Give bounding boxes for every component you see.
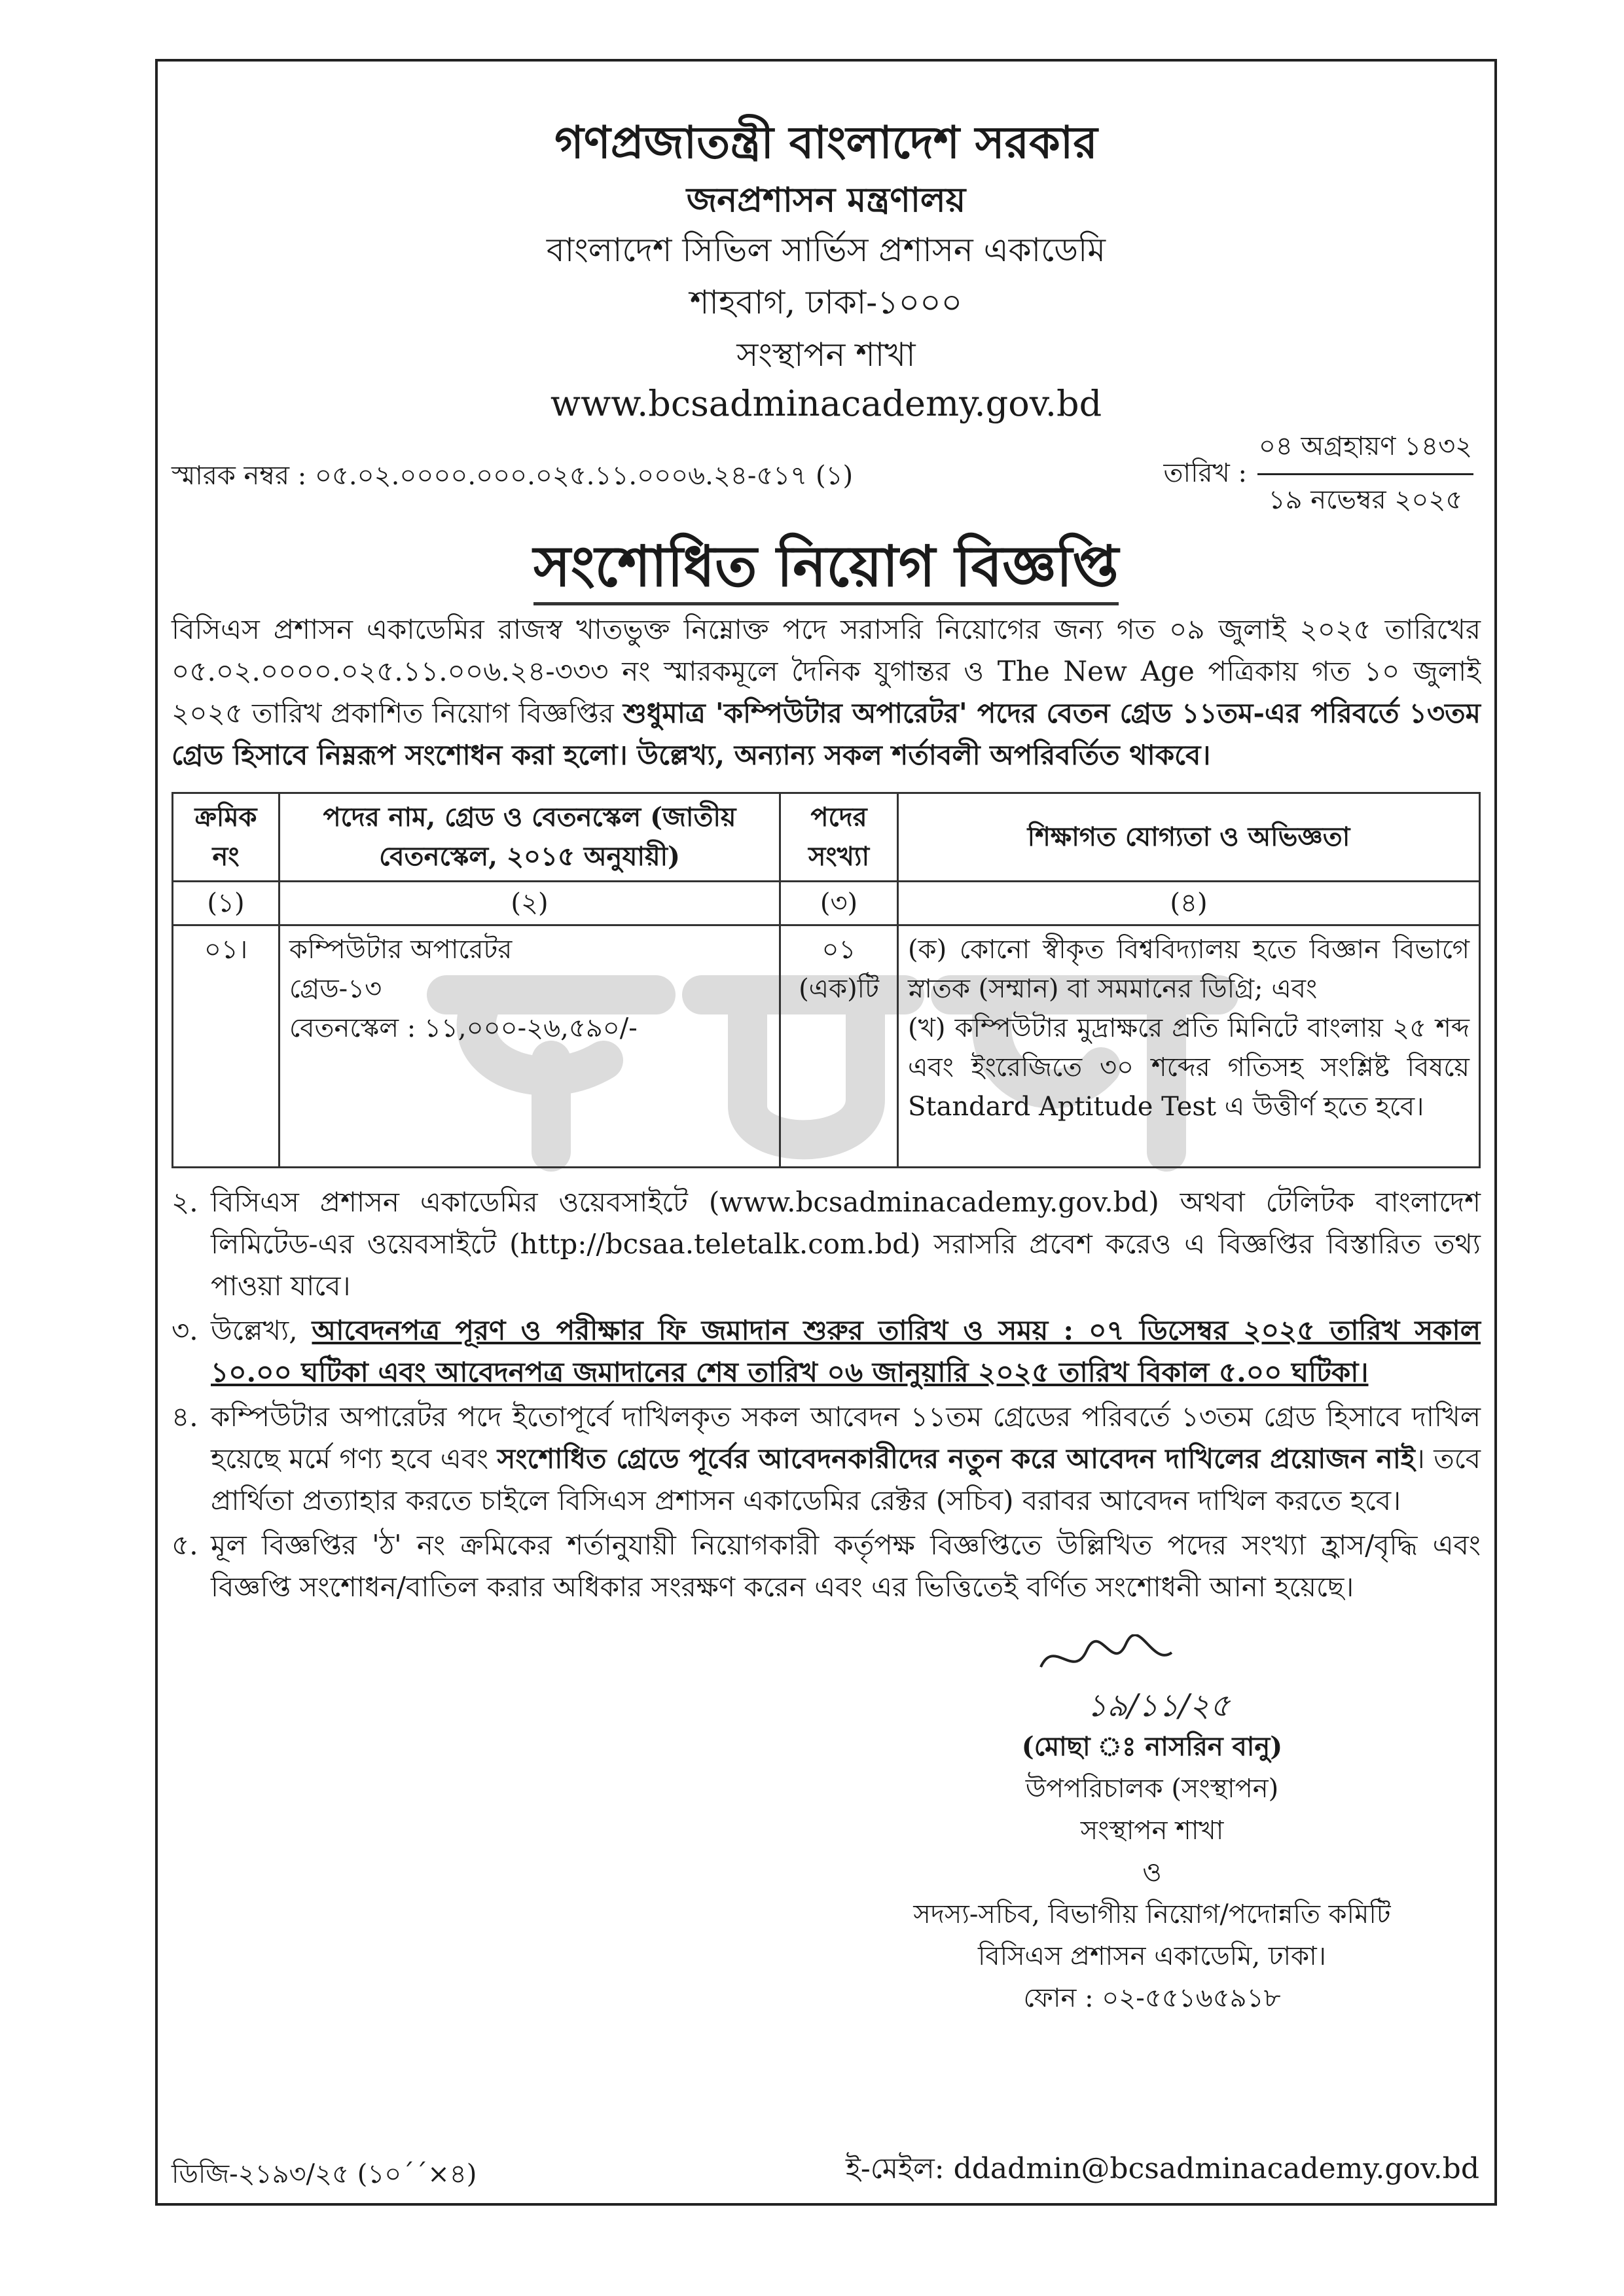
website-link[interactable]: www.bcsadminacademy.gov.bd: [550, 383, 1102, 424]
branch-name: সংস্থাপন শাখা: [736, 336, 916, 374]
list-item: [171, 1396, 1481, 1522]
date-bangla: ০৪ অগ্রহায়ণ ১৪৩২: [1257, 425, 1473, 475]
signatory-office: বিসিএস প্রশাসন একাডেমি, ঢাকা।: [977, 1941, 1326, 1971]
table-header-row: [173, 793, 1480, 882]
item-text-pre: উল্লেখ্য,: [211, 1314, 312, 1346]
signatory-designation: উপপরিচালক (সংস্থাপন): [1025, 1774, 1279, 1804]
date-block: [1163, 425, 1473, 523]
table-wrapper: [171, 792, 1481, 1168]
col-number: (২): [280, 882, 780, 925]
signature-area: [825, 1634, 1479, 2019]
memo-number: [171, 455, 853, 499]
list-item: [171, 1524, 1481, 1608]
item-number: ২.: [171, 1186, 198, 1218]
column-number-row: [173, 882, 1480, 925]
item-text-post: । তবে প্রার্থিতা প্রত্যাহার করতে চাইলে বিসিএস প্রশাসন একাডেমির রেক্টর (সচিব) বরাবর আবেদন দাখিল করতে হবে।: [211, 1443, 1481, 1516]
col-number: (৪): [898, 882, 1480, 925]
item-number: ৩.: [171, 1314, 198, 1346]
header-count: পদের সংখ্যা: [780, 793, 898, 882]
date-stack: [1257, 425, 1473, 523]
memo-label: স্মারক নম্বর :: [171, 461, 307, 491]
academy-name: বাংলাদেশ সিভিল সার্ভিস প্রশাসন একাডেমি: [546, 231, 1106, 269]
col-number: (৩): [780, 882, 898, 925]
email-label: ই-মেইল:: [846, 2152, 945, 2185]
signatory-role: সদস্য-সচিব, বিভাগীয় নিয়োগ/পদোন্নতি কমিটি: [913, 1899, 1391, 1929]
count-cell: [780, 925, 898, 1168]
count-number: ০১: [821, 935, 856, 965]
email-address[interactable]: ddadmin@bcsadminacademy.gov.bd: [953, 2152, 1479, 2185]
qualification-b: (খ) কম্পিউটার মুদ্রাক্ষরে প্রতি মিনিটে বাংলায় ২৫ শব্দ এবং ইংরেজিতে ৩০ শব্দের গতিসহ সংশ্লিষ্ট বিষয়ে Standard Aptitude Test এ উত্তীর্ণ হতে হবে।: [908, 1013, 1470, 1122]
item-number: ৪.: [171, 1401, 198, 1433]
signature-block: [825, 1726, 1479, 2019]
date-gregorian: ১৯ নভেম্বর ২০২৫: [1268, 485, 1463, 515]
signatory-name: (মোছা ঃ নাসরিন বানু): [1021, 1731, 1283, 1762]
post-table: [171, 792, 1481, 1168]
count-words: (এক)টি: [799, 974, 879, 1004]
notice-body: [171, 609, 1481, 2019]
serial-cell: ০১।: [173, 925, 280, 1168]
notice-items: [171, 1181, 1481, 1608]
header-serial: ক্রমিক নং: [173, 793, 280, 882]
item-text: [211, 1396, 1481, 1522]
header-qualification: শিক্ষাগত যোগ্যতা ও অভিজ্ঞতা: [898, 793, 1480, 882]
col-number: (১): [173, 882, 280, 925]
list-item: [171, 1310, 1481, 1393]
post-name: কম্পিউটার অপারেটর: [289, 935, 513, 965]
print-code: ডিজি-২১৯৩/২৫ (১০´´×৪): [171, 2159, 477, 2189]
notice-title: [155, 524, 1497, 617]
application-dates: আবেদনপত্র পূরণ ও পরীক্ষার ফি জমাদান শুরুর তারিখ ও সময় : ০৭ ডিসেম্বর ২০২৫ তারিখ সকাল ১০.০০ ঘটিকা এবং আবেদনপত্র জমাদানের শেষ তারিখ ০৬ জানুয়ারি ২০২৫ তারিখ বিকাল ৫.০০ ঘটিকা।: [211, 1314, 1481, 1388]
intro-text: বিসিএস প্রশাসন একাডেমির রাজস্ব খাতভুক্ত নিম্নোক্ত পদে সরাসরি নিয়োগের জন্য গত ০৯ জুলাই ২০২৫ তারিখের ০৫.০২.০০০০.০২৫.১১.০০৬.২৪-৩৩৩ নং স্মারকমূলে দৈনিক যুগান্তর ও The New Age পত্রিকায় গত ১০ জুলাই ২০২৫ তারিখ প্রকাশিত নিয়োগ বিজ্ঞপ্তির: [171, 613, 1481, 729]
email-line: [772, 2147, 1479, 2195]
item-number: ৫.: [171, 1529, 198, 1561]
notice-title-text: সংশোধিত নিয়োগ বিজ্ঞপ্তি: [533, 533, 1119, 605]
address: শাহবাগ, ঢাকা-১০০০: [689, 283, 963, 321]
signatory-and: ও: [1142, 1857, 1162, 1888]
signature-date: ১৯/১১/২৫: [1087, 1687, 1231, 1724]
post-grade: গ্রেড-১৩: [289, 974, 382, 1004]
item-text-bold: সংশোধিত গ্রেডে পূর্বের আবেদনকারীদের নতুন করে আবেদন দাখিলের প্রয়োজন নাই: [497, 1443, 1415, 1475]
item-text-pre: কম্পিউটার অপারেটর পদে ইতোপূর্বে দাখিলকৃত সকল আবেদন ১১তম গ্রেডের পরিবর্তে ১৩তম গ্রেড হিসাবে দাখিল হয়েছে মর্মে গণ্য হবে এবং: [211, 1401, 1481, 1475]
memo-value: ০৫.০২.০০০০.০০০.০২৫.১১.০০০৬.২৪-৫১৭ (১): [314, 461, 854, 491]
intro-paragraph: [171, 609, 1481, 776]
qualification-a: (ক) কোনো স্বীকৃত বিশ্ববিদ্যালয় হতে বিজ্ঞান বিভাগে স্নাতক (সম্মান) বা সমমানের ডিগ্রি; এবং: [908, 935, 1470, 1004]
government-heading: গণপ্রজাতন্ত্রী বাংলাদেশ সরকার: [554, 117, 1098, 169]
signatory-branch: সংস্থাপন শাখা: [1080, 1816, 1224, 1846]
post-cell: [280, 925, 780, 1168]
item-text: বিসিএস প্রশাসন একাডেমির ওয়েবসাইটে (www.bcsadminacademy.gov.bd) অথবা টেলিটক বাংলাদেশ লিমিটেড-এর ওয়েবসাইটে (http://bcsaa.teletalk.com.bd) সরাসরি প্রবেশ করেও এ বিজ্ঞপ্তির বিস্তারিত তথ্য পাওয়া যাবে।: [211, 1186, 1481, 1302]
date-label: তারিখ :: [1163, 458, 1247, 488]
item-text: [211, 1310, 1481, 1393]
qualification-cell: [898, 925, 1480, 1168]
list-item: [171, 1181, 1481, 1307]
table-row: [173, 925, 1480, 1168]
item-text: মূল বিজ্ঞপ্তির 'ঠ' নং ক্রমিকের শর্তানুযায়ী নিয়োগকারী কর্তৃপক্ষ বিজ্ঞপ্তিতে উল্লিখিত পদের সংখ্যা হ্রাস/বৃদ্ধি এবং বিজ্ঞপ্তি সংশোধন/বাতিল করার অধিকার সংরক্ষণ করেন এবং এর ভিত্তিতেই বর্ণিত সংশোধনী আনা হয়েছে।: [211, 1529, 1481, 1603]
header-post: পদের নাম, গ্রেড ও বেতনস্কেল (জাতীয় বেতনস্কেল, ২০১৫ অনুযায়ী): [280, 793, 780, 882]
ministry-heading: জনপ্রশাসন মন্ত্রণালয়: [686, 180, 966, 220]
signature-scribble: [1015, 1634, 1290, 1726]
intro-bold: শুধুমাত্র 'কম্পিউটার অপারেটর' পদের বেতন গ্রেড ১১তম-এর পরিবর্তে ১৩তম গ্রেড হিসাবে নিম্নরূপ সংশোধন করা হলো। উল্লেখ্য, অন্যান্য সকল শর্তাবলী অপরিবর্তিত থাকবে।: [171, 697, 1481, 771]
post-scale: বেতনস্কেল : ১১,০০০-২৬,৫৯০/-: [289, 1013, 638, 1043]
signatory-phone: ফোন : ০২-৫৫১৬৫৯১৮: [1023, 1983, 1281, 2013]
